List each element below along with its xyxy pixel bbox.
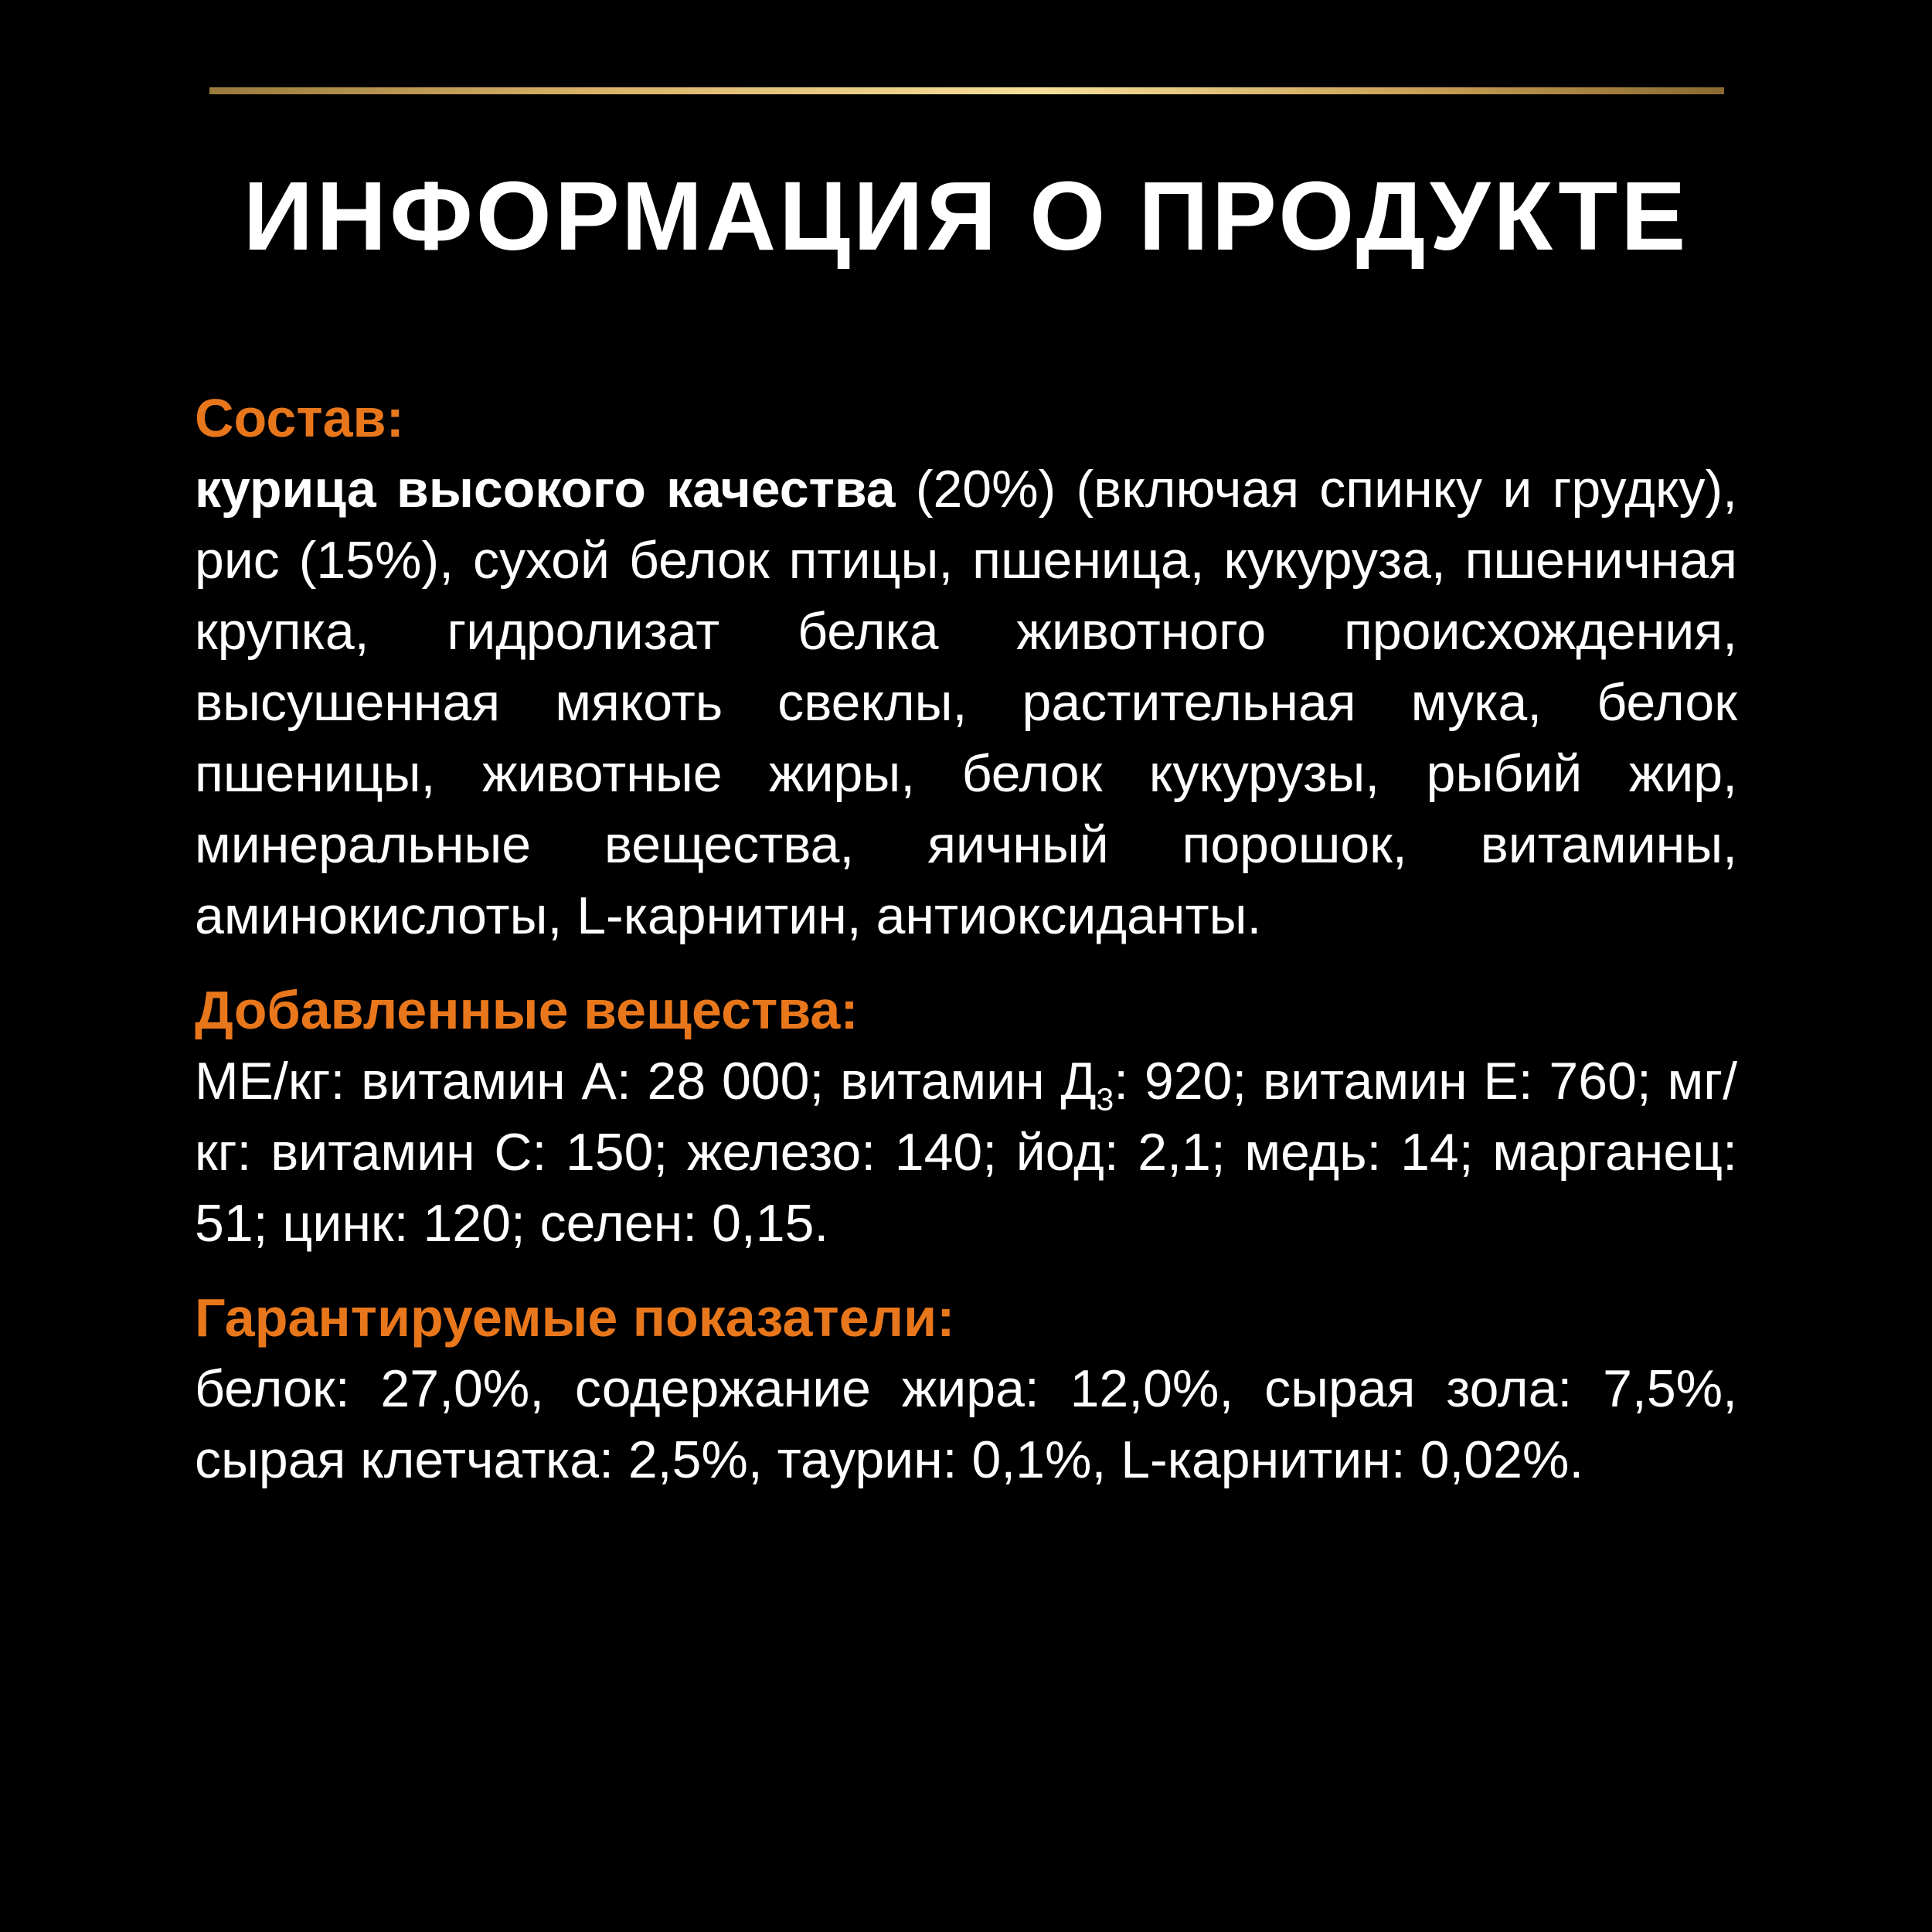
guaranteed-section bbox=[195, 1282, 1737, 1495]
additives-text-part-2: : 920; витамин Е: 760; мг/кг: витамин С: 150; железо: 140; йод: 2,1; медь: 14; марганец: 51; цинк: 120; селен: 0,15. bbox=[195, 1052, 1738, 1253]
composition-ingredients: (20%) (включая спинку и грудку), рис (15%), сухой белок птицы, пшеница, кукуруза, пшеничная крупка, гидролизат белка животного происхождения, высушенная мякоть свеклы, растительная мука, белок пшеницы, животные жиры, белок кукурузы, рыбий жир, минеральные вещества, яичный порошок, витамины, аминокислоты, L-карнитин, антиоксиданты. bbox=[195, 460, 1737, 945]
additives-text-part-1: МЕ/кг: витамин А: 28 000; витамин Д bbox=[195, 1052, 1097, 1111]
page-title: ИНФОРМАЦИЯ О ПРОДУКТЕ bbox=[243, 162, 1689, 270]
composition-text bbox=[195, 454, 1737, 951]
composition-heading: Состав: bbox=[195, 388, 404, 448]
vitamin-d-subscript: 3 bbox=[1096, 1081, 1114, 1117]
product-info-content bbox=[195, 383, 1737, 1495]
composition-lead: курица высокого качества bbox=[195, 460, 896, 519]
gold-divider bbox=[209, 87, 1724, 94]
guaranteed-heading: Гарантируемые показатели: bbox=[195, 1287, 955, 1348]
additives-text bbox=[195, 1046, 1737, 1259]
guaranteed-text: белок: 27,0%, содержание жира: 12,0%, сырая зола: 7,5%, сырая клетчатка: 2,5%, таурин: 0,1%, L-карнитин: 0,02%. bbox=[195, 1359, 1737, 1489]
composition-section bbox=[195, 383, 1737, 951]
additives-section bbox=[195, 975, 1737, 1259]
additives-heading: Добавленные вещества: bbox=[195, 980, 859, 1040]
